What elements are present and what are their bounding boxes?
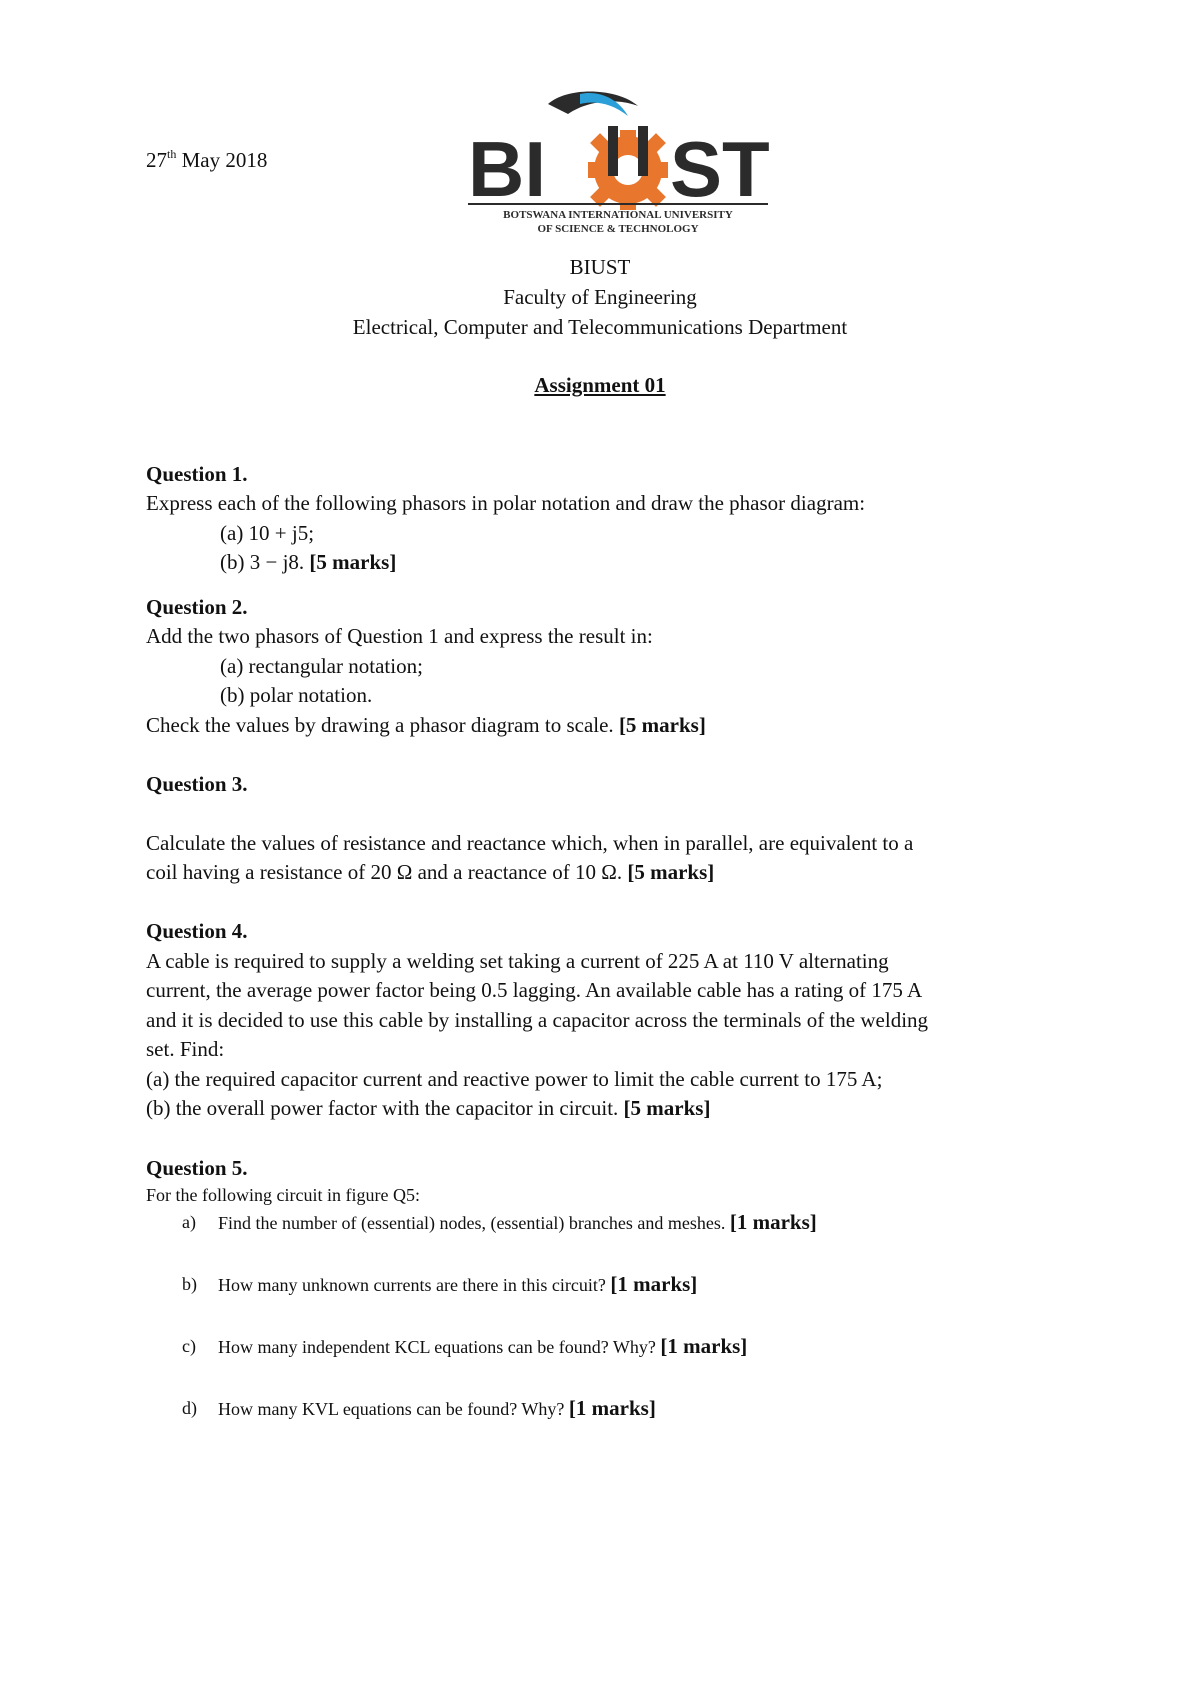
q4-line-1: A cable is required to supply a welding set taking a current of 225 A at 110 V alternating bbox=[146, 949, 889, 973]
department-name: Electrical, Computer and Telecommunications Department bbox=[352, 315, 848, 339]
q4-line-2: current, the average power factor being 0.5 lagging. An available cable has a rating of 175 A bbox=[146, 978, 923, 1002]
q5-item-a: Find the number of (essential) nodes, (essential) branches and meshes. [1 marks] bbox=[218, 1210, 817, 1234]
date: 27th May 2018 bbox=[146, 147, 268, 172]
q2-heading: Question 2. bbox=[146, 595, 248, 619]
q2-text: Add the two phasors of Question 1 and express the result in: bbox=[146, 624, 653, 648]
q5-item-a-label: a) bbox=[182, 1212, 196, 1232]
q5-heading: Question 5. bbox=[146, 1156, 248, 1180]
q2-part-b: (b) polar notation. bbox=[220, 683, 373, 707]
q5-item-d-marks: [1 marks] bbox=[568, 1396, 656, 1420]
q3-line-2: coil having a resistance of 20 Ω and a reactance of 10 Ω. [5 marks] bbox=[146, 860, 715, 884]
q4-part-b: (b) the overall power factor with the capacitor in circuit. [5 marks] bbox=[146, 1096, 711, 1120]
q1-heading: Question 1. bbox=[146, 462, 248, 486]
faculty-name: Faculty of Engineering bbox=[503, 285, 697, 309]
q3-heading: Question 3. bbox=[146, 772, 248, 796]
q5-item-a-marks: [1 marks] bbox=[729, 1210, 817, 1234]
q5-intro: For the following circuit in figure Q5: bbox=[146, 1185, 420, 1205]
q4-marks: [5 marks] bbox=[623, 1096, 711, 1120]
q4-line-3: and it is decided to use this cable by installing a capacitor across the terminals of the welding bbox=[146, 1008, 929, 1032]
q5-item-c-marks: [1 marks] bbox=[660, 1334, 748, 1358]
q5-item-c: How many independent KCL equations can be found? Why? [1 marks] bbox=[218, 1334, 748, 1358]
q2-part-a: (a) rectangular notation; bbox=[220, 654, 423, 678]
q5-item-d-label: d) bbox=[182, 1398, 197, 1418]
logo-wordmark-right: ST bbox=[670, 125, 770, 213]
q5-item-b: How many unknown currents are there in this circuit? [1 marks] bbox=[218, 1272, 698, 1296]
q5-item-b-marks: [1 marks] bbox=[610, 1272, 698, 1296]
q1-part-a: (a) 10 + j5; bbox=[220, 521, 315, 545]
q5-item-b-label: b) bbox=[182, 1274, 197, 1294]
logo-tagline-1: BOTSWANA INTERNATIONAL UNIVERSITY bbox=[503, 209, 733, 221]
q3-marks: [5 marks] bbox=[627, 860, 715, 884]
q1-marks: [5 marks] bbox=[309, 550, 397, 574]
q4-heading: Question 4. bbox=[146, 919, 248, 943]
q2-marks: [5 marks] bbox=[618, 713, 706, 737]
logo-wordmark-left: BI bbox=[468, 125, 546, 213]
institution-name: BIUST bbox=[569, 255, 631, 279]
q2-check: Check the values by drawing a phasor diagram to scale. [5 marks] bbox=[146, 713, 706, 737]
logo-tagline-2: OF SCIENCE & TECHNOLOGY bbox=[537, 223, 699, 235]
q1-part-b: (b) 3 − j8. [5 marks] bbox=[220, 550, 397, 574]
biust-logo bbox=[468, 86, 798, 246]
assignment-title: Assignment 01 bbox=[534, 373, 666, 397]
q5-item-d: How many KVL equations can be found? Why? [1 marks] bbox=[218, 1396, 656, 1420]
q1-text: Express each of the following phasors in polar notation and draw the phasor diagram: bbox=[146, 491, 866, 515]
q4-part-a: (a) the required capacitor current and reactive power to limit the cable current to 175 A; bbox=[146, 1067, 883, 1091]
q5-item-c-label: c) bbox=[182, 1336, 196, 1356]
logo-gear-icon bbox=[588, 126, 668, 210]
q4-line-4: set. Find: bbox=[146, 1037, 225, 1061]
q3-line-1: Calculate the values of resistance and reactance which, when in parallel, are equivalent to a bbox=[146, 831, 914, 855]
